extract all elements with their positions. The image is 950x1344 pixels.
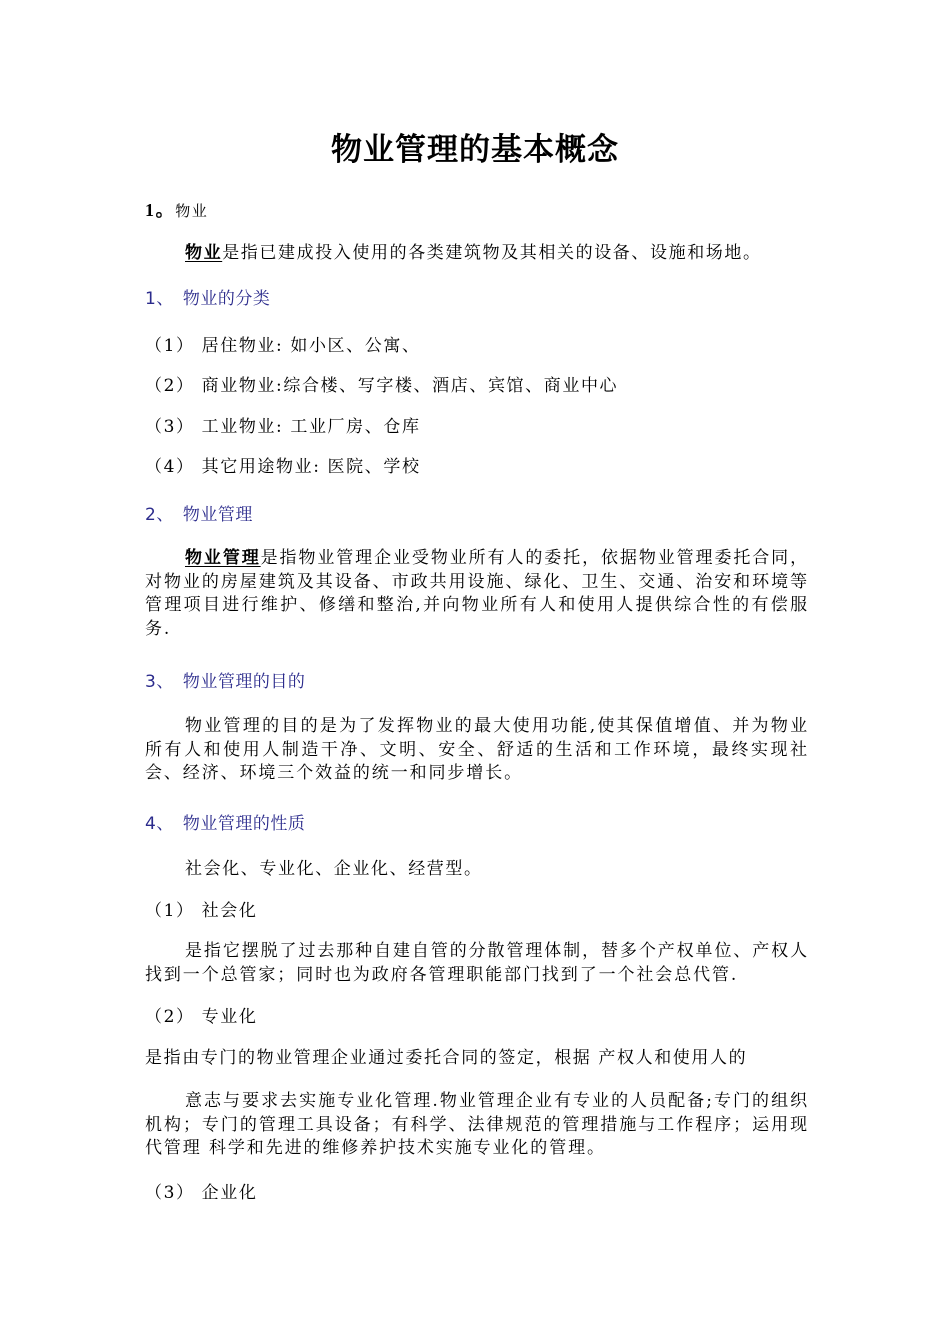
section-1-heading	[145, 198, 825, 223]
section-1-label: 物业	[175, 202, 209, 220]
social-text: 是指它摆脱了过去那种自建自管的分散管理体制，替多个产权单位、产权人找到一个总管家；同时也为政府各管理职能部门找到了一个社会总代管.	[145, 941, 809, 985]
purpose-text: 物业管理的目的是为了发挥物业的最大使用功能,使其保值增值、并为物业所有人和使用人制造干净、文明、安全、舒适的生活和工作环境，最终实现社会、经济、环境三个效益的统一和同步增长。	[145, 716, 809, 783]
enterprise-label: （3） 企业化	[145, 1183, 258, 1203]
professional-line: 是指由专门的物业管理企业通过委托合同的签定，根据 产权人和使用人的	[145, 1048, 748, 1068]
nature-heading: 4、 物业管理的性质	[145, 814, 306, 834]
social-label: （1） 社会化	[145, 901, 258, 921]
classification-item-1: （1） 居住物业: 如小区、公寓、	[145, 336, 421, 356]
nature-summary-text: 社会化、专业化、企业化、经营型。	[185, 859, 483, 879]
management-definition-text: 是指物业管理企业受物业所有人的委托，依据物业管理委托合同，对物业的房屋建筑及其设备、市政共用设施、绿化、卫生、交通、治安和环境等管理项目进行维护、修缮和整治,并向物业所有人和使用人提供综合性的有偿服务.	[145, 548, 809, 639]
classification-heading: 1、 物业的分类	[145, 289, 271, 309]
classification-item-4: （4） 其它用途物业: 医院、学校	[145, 457, 421, 477]
property-definition	[145, 241, 825, 265]
page-title: 物业管理的基本概念	[331, 132, 619, 168]
professional-label: （2） 专业化	[145, 1007, 258, 1027]
section-1-number: 1。	[145, 200, 176, 220]
management-heading: 2、 物业管理	[145, 505, 253, 525]
property-definition-text: 是指已建成投入使用的各类建筑物及其相关的设备、设施和场地。	[222, 243, 762, 263]
nature-summary	[145, 857, 825, 881]
classification-item-3: （3） 工业物业: 工业厂房、仓库	[145, 417, 421, 437]
management-definition	[145, 547, 809, 641]
management-term: 物业管理	[185, 548, 261, 568]
purpose-heading: 3、 物业管理的目的	[145, 672, 306, 692]
professional-text: 意志与要求去实施专业化管理.物业管理企业有专业的人员配备;专门的组织机构；专门的管理工具设备；有科学、法律规范的管理措施与工作程序；运用现代管理 科学和先进的维修养护技术实施专业化的管理。	[145, 1091, 809, 1158]
property-term: 物业	[185, 243, 223, 263]
classification-item-2: （2） 商业物业:综合楼、写字楼、酒店、宾馆、商业中心	[145, 376, 619, 396]
